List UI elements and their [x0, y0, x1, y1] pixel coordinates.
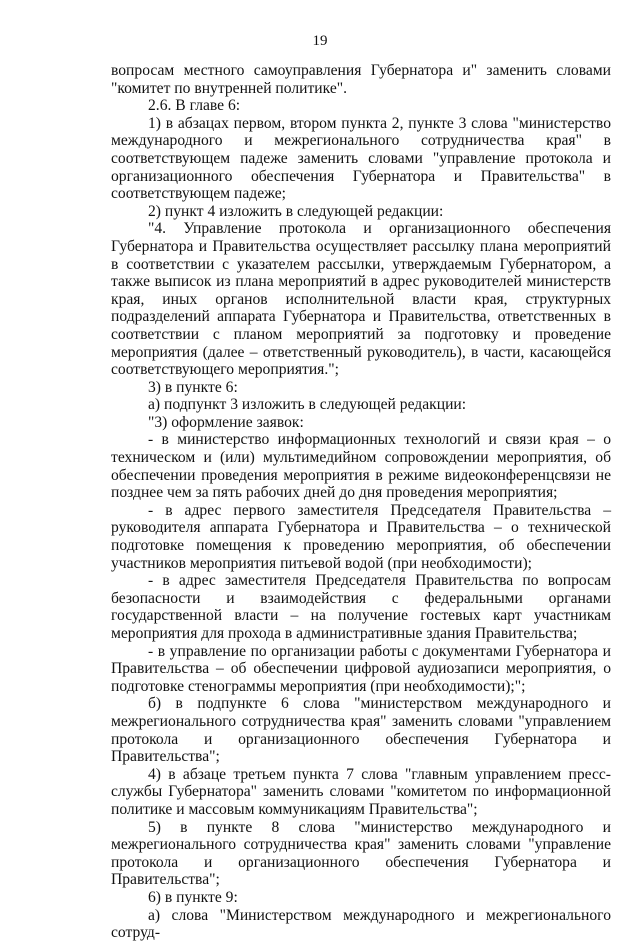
- paragraph-applications: "3) оформление заявок:: [148, 413, 304, 431]
- paragraph-item-2: 2) пункт 4 изложить в следующей редакции:: [148, 202, 444, 220]
- paragraph-continuation: вопросам местного самоуправления Губернатора и" заменить словами "комитет по внутренней политике".: [111, 62, 611, 97]
- paragraph-item-4-text: "4. Управление протокола и организационного обеспечения Губернатора и Правительства осуществляет рассылку плана мероприятий в соответствии с указателем рассылки, утверждаемым Губернатором, а также выписок из плана мероприятий в адрес руководителей министерств края, иных органов исполнительной власти края, структурных подразделений аппарата Губернатора и Правительства, ответственных в соответствии с планом мероприятий за подготовку и проведение мероприятия (далее – ответственный руководитель), в части, касающейся соответствующего мероприятия.";: [111, 220, 611, 379]
- page-number: 19: [312, 33, 328, 49]
- document-body: [111, 62, 611, 942]
- paragraph-bullet-documents: - в управление по организации работы с документами Губернатора и Правительства – об обеспечении цифровой аудиозаписи мероприятия, о подготовке стенограммы мероприятия (при необходимости);";: [111, 642, 611, 695]
- paragraph-bullet-security-deputy: - в адрес заместителя Председателя Правительства по вопросам безопасности и взаимодействия с федеральными органами государственной власти – на получение гостевых карт участникам мероприятия для прохода в административные здания Правительства;: [111, 572, 611, 642]
- paragraph-item-6: 6) в пункте 9:: [148, 888, 238, 906]
- paragraph-bullet-it-ministry: - в министерство информационных технологий и связи края – о техническом и (или) мультимедийном сопровождении мероприятия, об обеспечении проведения мероприятия в режиме видеоконференцсвязи не позднее чем за пять рабочих дней до дня проведения мероприятия;: [111, 431, 611, 502]
- paragraph-subitem-b: б) в подпункте 6 слова "министерством международного и межрегионального сотрудничества края" заменить словами "управлением протокола и организационного обеспечения Губернатора и Правительства";: [111, 695, 611, 766]
- paragraph-subitem-a: а) подпункт 3 изложить в следующей редакции:: [148, 396, 467, 414]
- paragraph-item-5: 5) в пункте 8 слова "министерство международного и межрегионального сотрудничества края" заменить словами "управление протокола и организационного обеспечения Губернатора и Правительства";: [111, 818, 611, 889]
- paragraph-item-1: 1) в абзацах первом, втором пункта 2, пункте 3 слова "министерство международного и межрегионального сотрудничества края" в соответствующем падеже заменить словами "управление протокола и организационного обеспечения Губернатора и Правительства" в соответствующем падеже;: [111, 114, 611, 203]
- paragraph-item-3: 3) в пункте 6:: [148, 378, 238, 396]
- paragraph-item-6-a: а) слова "Министерством международного и межрегионального сотруд-: [111, 906, 611, 942]
- paragraph-section-2-6: 2.6. В главе 6:: [148, 97, 241, 115]
- paragraph-item-4: 4) в абзаце третьем пункта 7 слова "главным управлением пресс-службы Губернатора" заменить словами "комитетом по информационной политике и массовым коммуникациям Правительства";: [111, 765, 611, 818]
- paragraph-bullet-first-deputy: - в адрес первого заместителя Председателя Правительства – руководителя аппарата Губернатора и Правительства – о технической подготовке помещения к проведению мероприятия, об обеспечении участников мероприятия питьевой водой (при необходимости);: [111, 501, 611, 572]
